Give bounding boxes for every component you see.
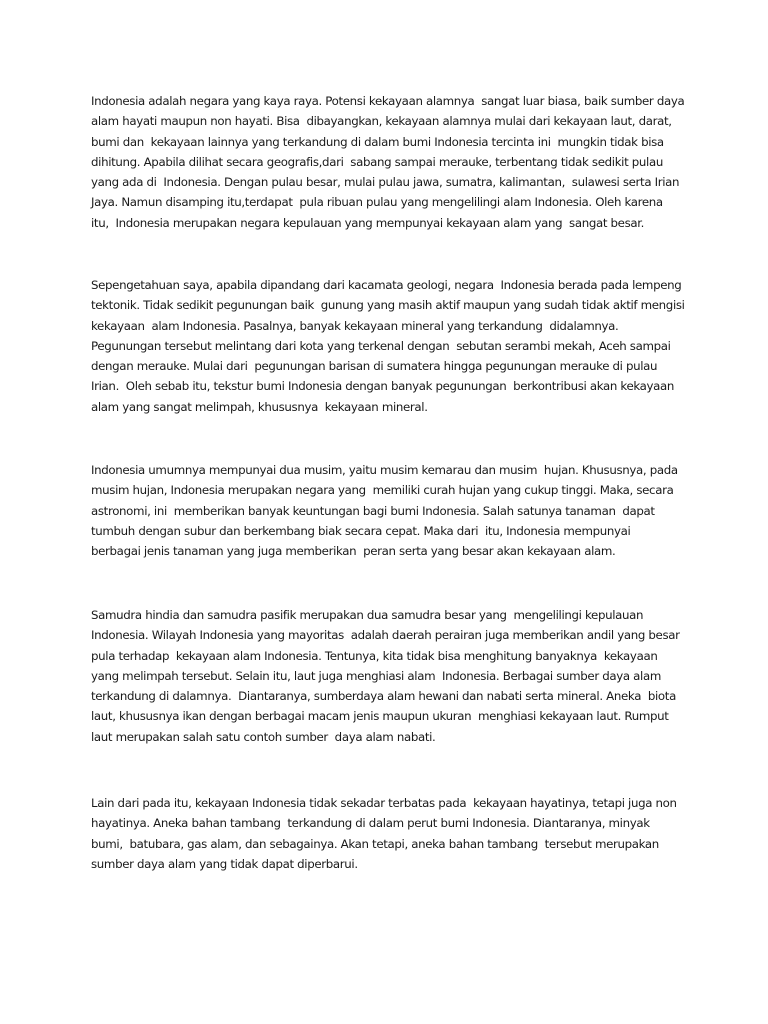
paragraph-4: Samudra hindia dan samudra pasifik merupakan dua samudra besar yang mengelilingi kepulauan Indonesia. Wilayah Indonesia yang mayoritas adalah daerah perairan juga memberikan andil yang besar pula terhadap kekayaan alam Indonesia. Tentunya, kita tidak bisa menghitung banyaknya kekayaan yang melimpah tersebut. Selain itu, laut juga menghiasi alam Indonesia. Berbagai sumber daya alam terkandung di dalamnya. Diantaranya, sumberdaya alam hewani dan nabati serta mineral. Aneka biota laut, khususnya ikan dengan berbagai macam jenis maupun ukuran menghiasi kekayaan laut. Rumput laut merupakan salah satu contoh sumber daya alam nabati. — [91, 608, 680, 744]
paragraph-2: Sepengetahuan saya, apabila dipandang dari kacamata geologi, negara Indonesia berada pada lempeng tektonik. Tidak sedikit pegunungan baik gunung yang masih aktif maupun yang sudah tidak aktif mengisi kekayaan alam Indonesia. Pasalnya, banyak kekayaan mineral yang terkandung didalamnya. Pegunungan tersebut melintang dari kota yang terkenal dengan sebutan serambi mekah, Aceh sampai dengan merauke. Mulai dari pegunungan barisan di sumatera hingga pegunungan merauke di pulau Irian. Oleh sebab itu, tekstur bumi Indonesia dengan banyak pegunungan berkontribusi akan kekayaan alam yang sangat melimpah, khususnya kekayaan mineral. — [91, 278, 685, 414]
paragraph-1: Indonesia adalah negara yang kaya raya. Potensi kekayaan alamnya sangat luar biasa, baik sumber daya alam hayati maupun non hayati. Bisa dibayangkan, kekayaan alamnya mulai dari kekayaan laut, darat, bumi dan kekayaan lainnya yang terkandung di dalam bumi Indonesia tercinta ini mungkin tidak bisa dihitung. Apabila dilihat secara geografis,dari sabang sampai merauke, terbentang tidak sedikit pulau yang ada di Indonesia. Dengan pulau besar, mulai pulau jawa, sumatra, kalimantan, sulawesi serta Irian Jaya. Namun disamping itu,terdapat pula ribuan pulau yang mengelilingi alam Indonesia. Oleh karena itu, Indonesia merupakan negara kepulauan yang mempunyai kekayaan alam yang sangat besar. — [91, 94, 685, 230]
paragraph-3: Indonesia umumnya mempunyai dua musim, yaitu musim kemarau dan musim hujan. Khususnya, pada musim hujan, Indonesia merupakan negara yang memiliki curah hujan yang cukup tinggi. Maka, secara astronomi, ini memberikan banyak keuntungan bagi bumi Indonesia. Salah satunya tanaman dapat tumbuh dengan subur dan berkembang biak secara cepat. Maka dari itu, Indonesia mempunyai berbagai jenis tanaman yang juga memberikan peran serta yang besar akan kekayaan alam. — [91, 463, 678, 559]
paragraph-5: Lain dari pada itu, kekayaan Indonesia tidak sekadar terbatas pada kekayaan hayatinya, tetapi juga non hayatinya. Aneka bahan tambang terkandung di dalam perut bumi Indonesia. Diantaranya, minyak bumi, batubara, gas alam, dan sebagainya. Akan tetapi, aneka bahan tambang tersebut merupakan sumber daya alam yang tidak dapat diperbarui. — [91, 796, 677, 871]
